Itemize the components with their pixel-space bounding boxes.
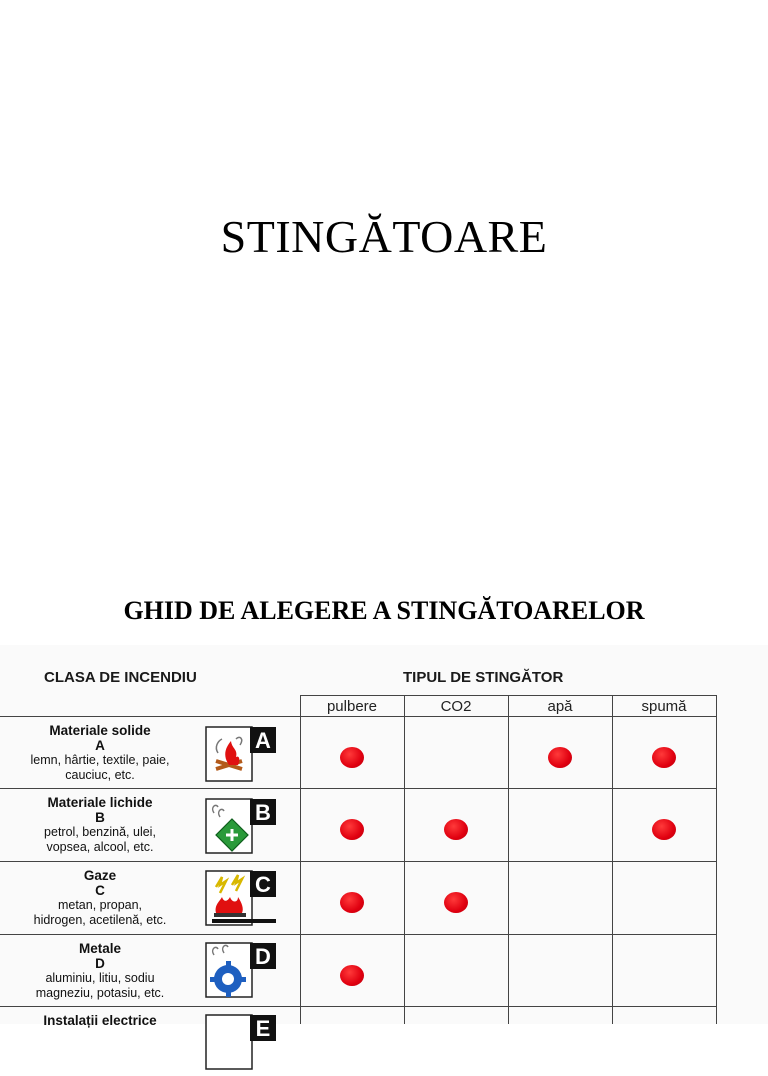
fire-class-d-icon xyxy=(204,941,276,999)
table-row xyxy=(0,868,200,928)
table-row xyxy=(0,723,200,783)
column-label-pulbere: pulbere xyxy=(326,698,378,715)
grid-line xyxy=(0,788,716,789)
column-label-spuma: spumă xyxy=(641,698,687,715)
column-label-co2: CO2 xyxy=(440,698,472,715)
grid-line xyxy=(0,716,716,717)
row-class-name: Metale xyxy=(78,941,122,956)
svg-text:C: C xyxy=(255,872,271,897)
extinguisher-type-header: TIPUL DE STINGĂTOR xyxy=(403,669,564,686)
row-class-name: Instalații electrice xyxy=(43,1013,157,1028)
row-description: cauciuc, etc. xyxy=(65,768,135,782)
fire-class-c-icon xyxy=(204,869,276,927)
row-class-letter: D xyxy=(95,956,105,971)
compatibility-mark xyxy=(652,819,676,840)
row-class-name: Materiale lichide xyxy=(47,795,153,810)
svg-text:D: D xyxy=(255,944,271,969)
row-class-letter: B xyxy=(95,810,105,825)
grid-line xyxy=(0,1006,716,1007)
row-description: magneziu, potasiu, etc. xyxy=(35,986,165,1000)
compatibility-mark xyxy=(340,747,364,768)
grid-line xyxy=(716,695,717,1024)
column-label-apa: apă xyxy=(547,698,573,715)
compatibility-mark xyxy=(340,965,364,986)
compatibility-mark xyxy=(652,747,676,768)
grid-line xyxy=(300,695,301,1024)
slide-title: STINGĂTOARE xyxy=(220,211,548,262)
grid-line xyxy=(612,695,613,1024)
table-row xyxy=(0,941,200,1001)
svg-text:B: B xyxy=(255,800,271,825)
row-class-letter: C xyxy=(95,883,105,898)
guide-title: GHID DE ALEGERE A STINGĂTOARELOR xyxy=(123,596,645,625)
svg-text:A: A xyxy=(255,728,271,753)
grid-line xyxy=(404,695,405,1024)
grid-line xyxy=(0,934,716,935)
fire-class-e-icon xyxy=(204,1013,276,1071)
table-row xyxy=(0,1013,200,1028)
fire-class-header: CLASA DE INCENDIU xyxy=(44,669,197,686)
row-description: petrol, benzină, ulei, xyxy=(44,825,156,839)
row-class-name: Materiale solide xyxy=(49,723,151,738)
compatibility-mark xyxy=(340,819,364,840)
row-class-name: Gaze xyxy=(83,868,117,883)
row-description: lemn, hârtie, textile, paie, xyxy=(30,753,170,767)
table-row xyxy=(0,795,200,855)
fire-class-b-icon xyxy=(204,797,276,855)
extinguisher-selection-table xyxy=(0,645,768,1041)
row-description: vopsea, alcool, etc. xyxy=(46,840,154,854)
row-description: aluminiu, litiu, sodiu xyxy=(45,971,155,985)
row-description: metan, propan, xyxy=(57,898,143,912)
row-class-letter: A xyxy=(95,738,105,753)
compatibility-mark xyxy=(444,819,468,840)
grid-line xyxy=(508,695,509,1024)
row-description: hidrogen, acetilenă, etc. xyxy=(33,913,167,927)
compatibility-mark xyxy=(444,892,468,913)
compatibility-mark xyxy=(548,747,572,768)
svg-text:E: E xyxy=(255,1016,271,1041)
fire-class-a-icon xyxy=(204,725,276,783)
compatibility-mark xyxy=(340,892,364,913)
grid-line xyxy=(0,861,716,862)
